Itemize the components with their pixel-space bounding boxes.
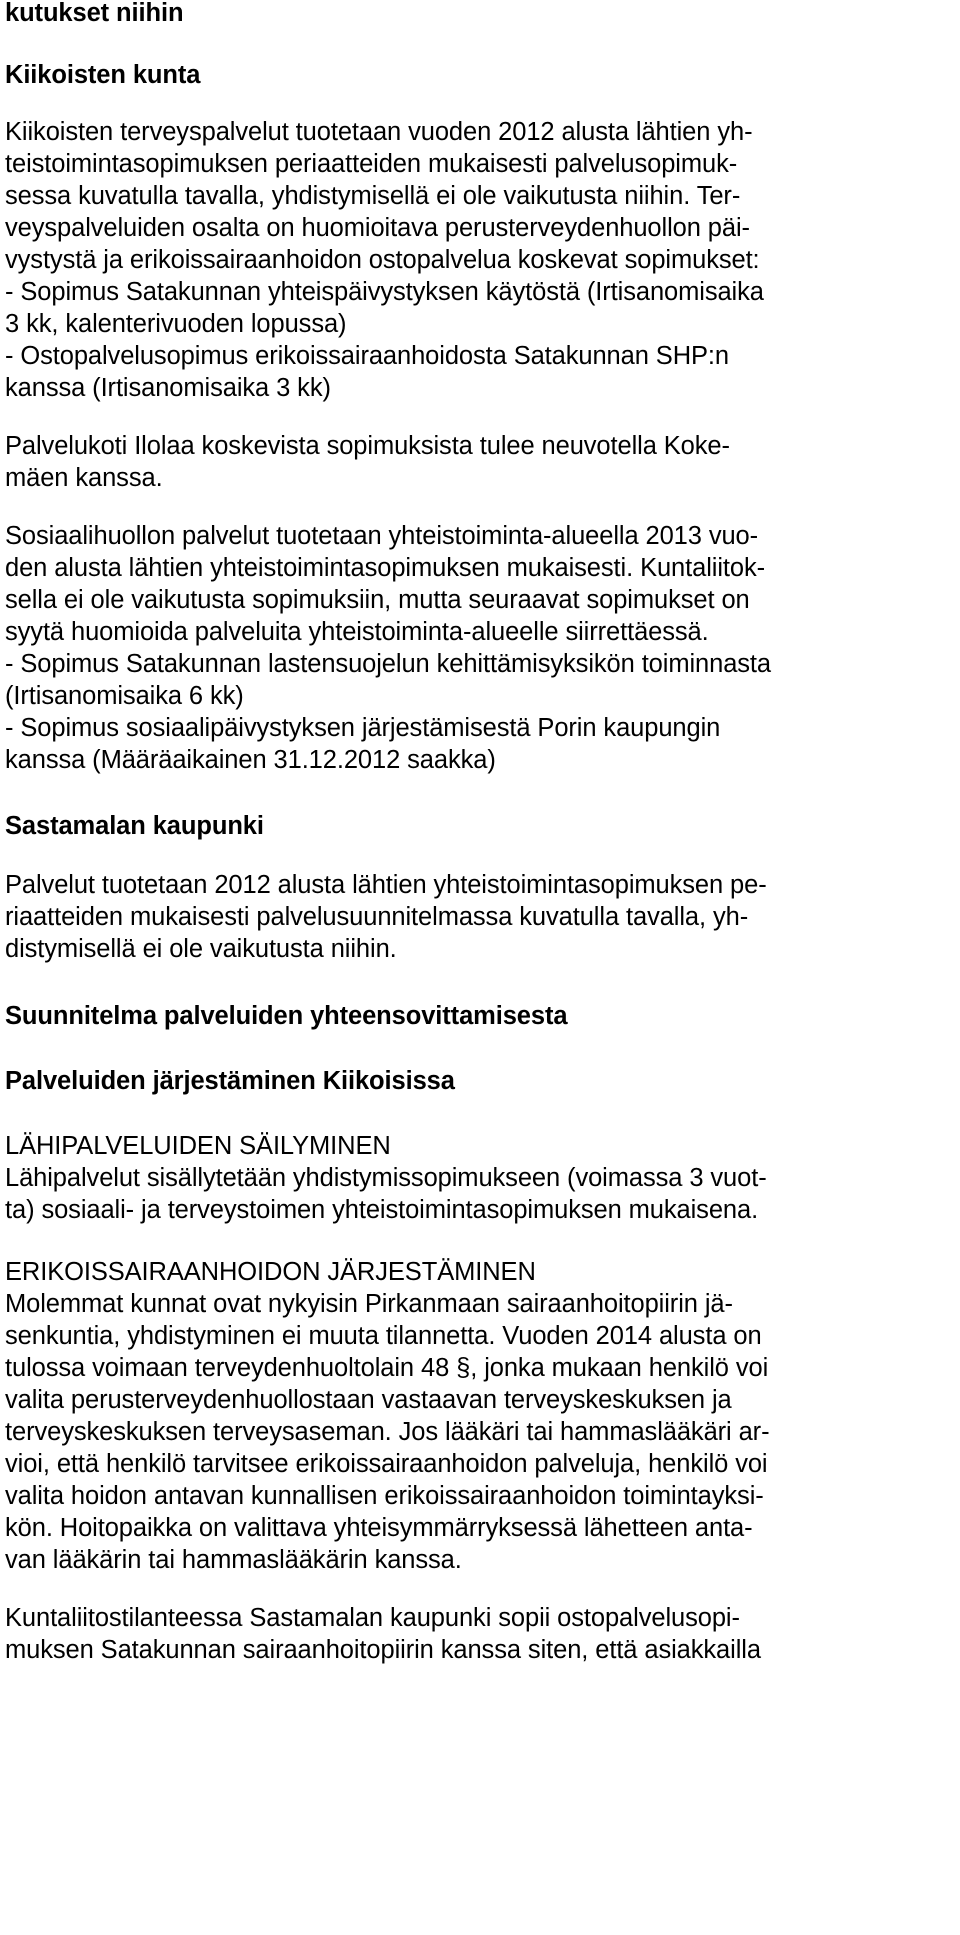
paragraph-line: 3 kk, kalenterivuoden lopussa) [5,310,347,338]
paragraph-line: muksen Satakunnan sairaanhoitopiirin kanssa siten, että asiakkailla [5,1636,761,1664]
paragraph-line: mäen kanssa. [5,464,163,492]
paragraph-line: sessa kuvatulla tavalla, yhdistymisellä ei ole vaikutusta niihin. Ter- [5,182,741,210]
section-heading-continued: kutukset niihin [5,0,184,27]
paragraph-line: syytä huomioida palveluita yhteistoiminta-alueelle siirrettäessä. [5,618,709,646]
paragraph-line: - Ostopalvelusopimus erikoissairaanhoidosta Satakunnan SHP:n [5,342,729,370]
subheading-palveluiden-jarjestaminen: Palveluiden järjestäminen Kiikoisissa [5,1067,455,1095]
paragraph-line: riaatteiden mukaisesti palvelusuunnitelmassa kuvatulla tavalla, yh- [5,903,749,931]
paragraph-line: Kuntaliitostilanteessa Sastamalan kaupunki sopii ostopalvelusopi- [5,1604,740,1632]
heading-kiikoisten-kunta: Kiikoisten kunta [5,61,201,89]
paragraph-line: Palvelut tuotetaan 2012 alusta lähtien yhteistoimintasopimuksen pe- [5,871,767,899]
paragraph-line: - Sopimus Satakunnan lastensuojelun kehittämisyksikön toiminnasta [5,650,771,678]
paragraph-line: kön. Hoitopaikka on valittava yhteisymmärryksessä lähetteen anta- [5,1514,753,1542]
heading-suunnitelma: Suunnitelma palveluiden yhteensovittamisesta [5,1002,568,1030]
paragraph-line: Molemmat kunnat ovat nykyisin Pirkanmaan sairaanhoitopiirin jä- [5,1290,733,1318]
caps-heading-erikoissairaanhoito: ERIKOISSAIRAANHOIDON JÄRJESTÄMINEN [5,1258,536,1286]
paragraph-line: kanssa (Irtisanomisaika 3 kk) [5,374,331,402]
paragraph-line: (Irtisanomisaika 6 kk) [5,682,244,710]
paragraph-line: teistoimintasopimuksen periaatteiden mukaisesti palvelusopimuk- [5,150,738,178]
paragraph-line: distymisellä ei ole vaikutusta niihin. [5,935,397,963]
paragraph-line: - Sopimus Satakunnan yhteispäivystyksen käytöstä (Irtisanomisaika [5,278,764,306]
caps-heading-lahipalvelut: LÄHIPALVELUIDEN SÄILYMINEN [5,1132,391,1160]
paragraph-line: - Sopimus sosiaalipäivystyksen järjestämisestä Porin kaupungin [5,714,721,742]
paragraph-line: valita hoidon antavan kunnallisen erikoissairaanhoidon toimintayksi- [5,1482,764,1510]
heading-sastamalan-kaupunki: Sastamalan kaupunki [5,812,264,840]
paragraph-line: Palvelukoti Ilolaa koskevista sopimuksista tulee neuvotella Koke- [5,432,730,460]
paragraph-line: den alusta lähtien yhteistoimintasopimuksen mukaisesti. Kuntaliitok- [5,554,766,582]
paragraph-line: veyspalveluiden osalta on huomioitava perusterveydenhuollon päi- [5,214,750,242]
paragraph-line: sella ei ole vaikutusta sopimuksiin, mutta seuraavat sopimukset on [5,586,750,614]
paragraph-line: Lähipalvelut sisällytetään yhdistymissopimukseen (voimassa 3 vuot- [5,1164,767,1192]
paragraph-line: vioi, että henkilö tarvitsee erikoissairaanhoidon palveluja, henkilö voi [5,1450,768,1478]
paragraph-line: kanssa (Määräaikainen 31.12.2012 saakka) [5,746,496,774]
paragraph-line: ta) sosiaali- ja terveystoimen yhteistoimintasopimuksen mukaisena. [5,1196,759,1224]
paragraph-line: Kiikoisten terveyspalvelut tuotetaan vuoden 2012 alusta lähtien yh- [5,118,753,146]
paragraph-line: vystystä ja erikoissairaanhoidon ostopalvelua koskevat sopimukset: [5,246,760,274]
paragraph-line: terveyskeskuksen terveysaseman. Jos lääkäri tai hammaslääkäri ar- [5,1418,770,1446]
paragraph-line: senkuntia, yhdistyminen ei muuta tilannetta. Vuoden 2014 alusta on [5,1322,762,1350]
paragraph-line: valita perusterveydenhuollostaan vastaavan terveyskeskuksen ja [5,1386,732,1414]
paragraph-line: tulossa voimaan terveydenhuoltolain 48 §, jonka mukaan henkilö voi [5,1354,769,1382]
paragraph-line: van lääkärin tai hammaslääkärin kanssa. [5,1546,462,1574]
paragraph-line: Sosiaalihuollon palvelut tuotetaan yhteistoiminta-alueella 2013 vuo- [5,522,759,550]
